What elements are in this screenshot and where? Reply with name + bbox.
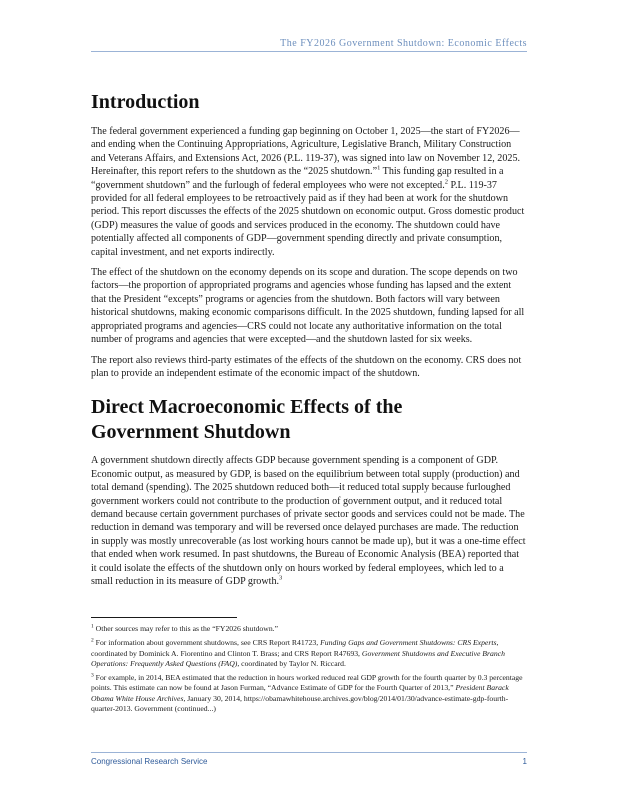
footnote-3 bbox=[91, 673, 527, 714]
macro-p1-text: A government shutdown directly affects GDP because government spending is a component of GDP. Economic output, as measured by GDP, is based on the equilibrium between total supply (production) and total demand (spending). The 2025 shutdown reduced both—it reduced total supply because furloughed government workers could not contribute to the production of government output, and it reduced total demand because certain government purchases of private sector goods and services could not be made. The reduction in demand was temporary and will be reversed once delayed purchases are made. The reduction in supply was mostly unrecoverable (as lost working hours cannot be made up), but it was a one-time effect that ended when work resumed. In past shutdowns, the Bureau of Economic Analysis (BEA) reported that it could isolate the effects of the shutdown only on hours worked by federal employees, which led to a small reduction in its measure of GDP growth. bbox=[91, 455, 526, 587]
macro-effects-heading bbox=[91, 395, 527, 445]
footnote-2-text-a: For information about government shutdowns, see CRS Report R41723, bbox=[93, 638, 321, 648]
footnotes-section bbox=[91, 624, 527, 718]
footnote-3-number: 3 bbox=[91, 672, 94, 679]
footnote-ref-3[interactable]: 3 bbox=[279, 574, 283, 582]
intro-paragraph-1 bbox=[91, 125, 527, 259]
footnote-3-text-a: For example, in 2014, BEA estimated that the reduction in hours worked reduced real GDP growth for the fourth quarter by 0.3 percentage points. This estimate can now be found at Jason Furman, “Advance Estimate of GDP for the Fourth Quarter of 2013,” bbox=[91, 673, 523, 693]
footnote-1-text: Other sources may refer to this as the “FY2026 shutdown.” bbox=[93, 624, 278, 633]
introduction-heading: Introduction bbox=[91, 91, 200, 113]
footnote-ref-1[interactable]: 1 bbox=[377, 164, 381, 172]
intro-paragraph-2: The effect of the shutdown on the economy depends on its scope and duration. The scope depends on two factors—the proportion of appropriated programs and agencies whose funding has lapsed and the extent that the President “excepts” programs or agencies from the shutdown. Both factors will vary between historical shutdowns, making economic comparisons difficult. In the 2025 shutdown, funding lapsed for all appropriated programs and agencies—CRS could not locate any authoritative information on the total number of programs and agencies that were excepted—and the shutdown lasted for six weeks. bbox=[91, 267, 525, 346]
footnote-separator bbox=[91, 617, 237, 618]
footnote-2-number: 2 bbox=[91, 637, 94, 644]
footnote-1-number: 1 bbox=[91, 623, 94, 630]
footnote-2-text-c: , coordinated by Taylor N. Riccard. bbox=[237, 658, 346, 668]
main-content bbox=[91, 90, 527, 595]
footer-organization: Congressional Research Service bbox=[91, 757, 208, 766]
footnote-2 bbox=[91, 638, 527, 669]
footer-rule bbox=[91, 752, 527, 753]
macro-heading-line-1: Direct Macroeconomic Effects of the bbox=[91, 396, 403, 419]
footer-page-number: 1 bbox=[522, 757, 527, 766]
intro-p1-text-c: P.L. 119-37 provided for all federal employees to be retroactively paid as if they had been at work for the shutdown period. This report discusses the effects of the 2025 shutdown on economic output. Gross domestic product (GDP) measures the value of goods and services produced in the economy. The shutdown could have potentially affected all components of GDP—government spending directly and private consumption, capital investment, and net exports indirectly. bbox=[91, 179, 525, 258]
footnote-2-text-b: , coordinated by Dominick A. Fiorentino and Clinton T. Brass; and CRS Report R47693, bbox=[91, 638, 499, 658]
macro-paragraph-1 bbox=[91, 454, 527, 588]
footnote-2-title-2: Government Shutdowns and Executive Branch Operations: Frequently Asked Questions (FAQ) bbox=[91, 648, 505, 668]
footnote-1 bbox=[91, 624, 527, 634]
macro-heading-line-2: Government Shutdown bbox=[91, 421, 291, 444]
footnote-2-title-1: Funding Gaps and Government Shutdowns: CRS Experts bbox=[320, 638, 497, 648]
running-header-title: The FY2026 Government Shutdown: Economic Effects bbox=[280, 38, 527, 49]
intro-p1-text-b: This funding gap resulted in a “government shutdown” and the furlough of federal employees who were not excepted. bbox=[91, 166, 504, 191]
intro-paragraph-3: The report also reviews third-party estimates of the effects of the shutdown on the economy. CRS does not plan to provide an independent estimate of the economic impact of the shutdown. bbox=[91, 354, 522, 379]
footnote-ref-2[interactable]: 2 bbox=[444, 178, 448, 186]
footnote-3-text-b: , January 30, 2014, https://obamawhitehouse.archives.gov/blog/2014/01/30/advance-estimate-gdp-fourth-quarter-2013. Government (continued...) bbox=[91, 693, 509, 714]
intro-p1-text-a: The federal government experienced a funding gap beginning on October 1, 2025—the start of FY2026—and ending when the Continuing Appropriations, Agriculture, Legislative Branch, Military Construction and Veterans Affairs, and Extensions Act, 2026 (P.L. 119-37), was signed into law on November 12, 2025. Hereinafter, this report refers to the shutdown as the “2025 shutdown.” bbox=[91, 126, 521, 178]
header-rule bbox=[91, 51, 527, 52]
footnote-3-source-title: President Barack Obama White House Archives bbox=[91, 683, 509, 703]
